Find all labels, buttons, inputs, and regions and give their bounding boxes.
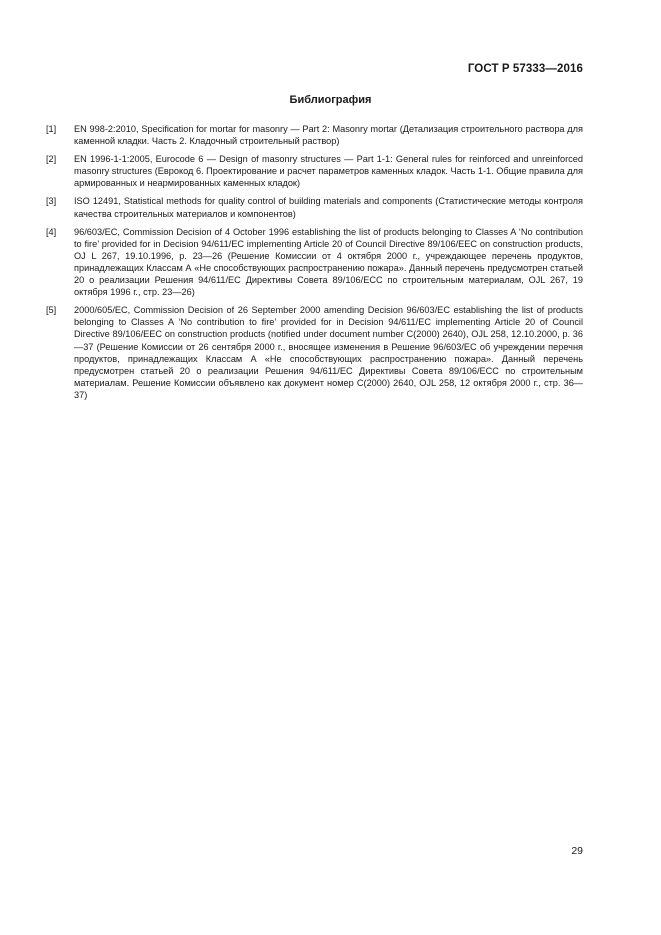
bibliography-entry bbox=[46, 226, 583, 299]
bibliography-entry bbox=[46, 304, 583, 401]
bibliography-entry bbox=[46, 153, 583, 189]
entry-text: 96/603/EC, Commission Decision of 4 October 1996 establishing the list of products belonging to Classes A ‘No contribution to fire’ provided for in Decision 94/611/EC implementing Article 20 of Council Directive 89/106/EEC on construction products, OJ L 267, 19.10.1996, p. 23—26 (Решение Комиссии от 4 октября 2000 г., учреждающее перечень продуктов, принадлежащих Классам А «Не способствующих распространению пожара». Данный перечень предусмотрен статьей 20 о реализации Решения 94/611/ЕС Директивы Совета 89/106/ЕСС по строительным материалам, OJL 267, 19 октября 1996 г., стр. 23—26) bbox=[74, 226, 583, 298]
section-title: Библиография bbox=[289, 94, 372, 106]
entry-text: EN 998-2:2010, Specification for mortar for masonry — Part 2: Masonry mortar (Детализация строительного раствора для каменной кладки. Часть 2. Кладочный строительный раствор) bbox=[74, 124, 583, 147]
bibliography-list bbox=[46, 123, 583, 407]
bibliography-entry bbox=[46, 195, 583, 219]
entry-number: [3] bbox=[46, 196, 57, 207]
standard-code: ГОСТ Р 57333—2016 bbox=[467, 63, 583, 75]
entry-number: [5] bbox=[46, 305, 57, 316]
entry-number: [4] bbox=[46, 226, 57, 237]
entry-number: [2] bbox=[46, 154, 57, 165]
entry-text: ISO 12491, Statistical methods for quality control of building materials and components (Статистические методы контроля качества строительных материалов и компонентов) bbox=[74, 196, 583, 219]
entry-text: 2000/605/EC, Commission Decision of 26 September 2000 amending Decision 96/603/EC establishing the list of products belonging to Classes A ‘No contribution to fire’ provided for in Decision 94/611/EC implementing Article 20 of Council Directive 89/106/EEC on construction products (notified under document number C(2000) 2640), OJL 258, 12.10.2000, p. 36—37 (Решение Комиссии от 26 сентября 2000 г., вносящее изменения в Решение 96/603/ЕС об учреждении перечня продуктов, принадлежащих Классам А «Не способствующих распространению пожара». Данный перечень предусмотрен статьей 20 о реализации Решения 94/611/ЕС Директивы Совета 89/106/ЕСС по строительным материалам. Решение Комиссии объявлено как документ номер С(2000) 2640, OJL 258, 12 октября 2000 г., стр. 36—37) bbox=[74, 305, 583, 400]
bibliography-entry bbox=[46, 123, 583, 147]
entry-text: EN 1996-1-1:2005, Eurocode 6 — Design of masonry structures — Part 1-1: General rules for reinforced and unreinforced masonry structures (Еврокод 6. Проектирование и расчет параметров каменных кладок. Часть 1-1. Общие правила для армированных и неармированных каменных кладок) bbox=[74, 154, 583, 189]
page-number: 29 bbox=[571, 845, 583, 857]
entry-number: [1] bbox=[46, 124, 57, 134]
